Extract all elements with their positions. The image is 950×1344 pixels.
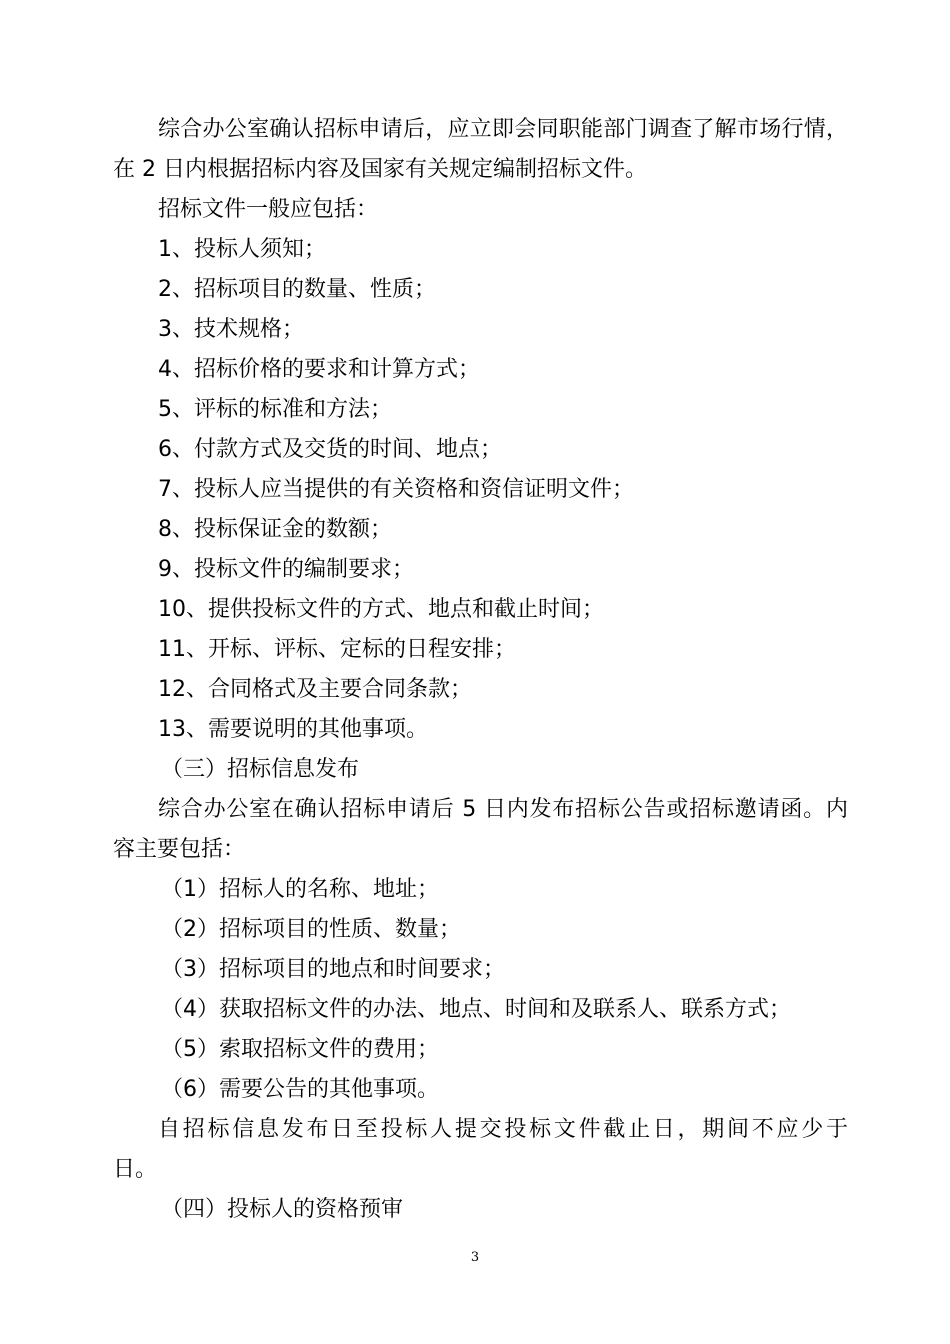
list-item: 8、投标保证金的数额； <box>158 517 392 542</box>
list-item: 6、付款方式及交货的时间、地点； <box>158 437 502 462</box>
list-item: 2、招标项目的数量、性质； <box>158 277 436 302</box>
section-intro: 招标文件一般应包括： <box>158 197 379 222</box>
section-heading: （三）招标信息发布 <box>161 757 360 782</box>
list-item: 11、开标、评标、定标的日程安排； <box>158 637 516 662</box>
paragraph-line: 自招标信息发布日至投标人提交投标文件截止日，期间不应少于 <box>158 1117 848 1142</box>
list-item: 7、投标人应当提供的有关资格和资信证明文件； <box>158 477 634 502</box>
list-item: 13、需要说明的其他事项。 <box>158 717 428 742</box>
list-item: （5）索取招标文件的费用； <box>161 1037 439 1062</box>
paragraph-line: 综合办公室确认招标申请后，应立即会同职能部门调查了解市场行情， <box>158 117 848 142</box>
paragraph-line: 综合办公室在确认招标申请后 5 日内发布招标公告或招标邀请函。内 <box>158 797 848 822</box>
paragraph-line: 日。 <box>113 1157 158 1182</box>
list-item: 12、合同格式及主要合同条款； <box>158 677 472 702</box>
list-item: 10、提供投标文件的方式、地点和截止时间； <box>158 597 604 622</box>
section-heading: （四）投标人的资格预审 <box>161 1197 404 1222</box>
list-item: （2）招标项目的性质、数量； <box>161 917 461 942</box>
list-item: （1）招标人的名称、地址； <box>161 877 439 902</box>
list-item: （4）获取招标文件的办法、地点、时间和及联系人、联系方式； <box>161 997 791 1022</box>
paragraph-line: 容主要包括： <box>113 837 246 862</box>
page-number: 3 <box>470 1250 480 1265</box>
list-item: 1、投标人须知； <box>158 237 326 262</box>
paragraph-line: 在 2 日内根据招标内容及国家有关规定编制招标文件。 <box>113 157 647 182</box>
list-item: 4、招标价格的要求和计算方式； <box>158 357 480 382</box>
list-item: （3）招标项目的地点和时间要求； <box>161 957 505 982</box>
document-body <box>113 110 848 1230</box>
list-item: 9、投标文件的编制要求； <box>158 557 414 582</box>
list-item: 3、技术规格； <box>158 317 304 342</box>
list-item: 5、评标的标准和方法； <box>158 397 392 422</box>
list-item: （6）需要公告的其他事项。 <box>161 1077 439 1102</box>
